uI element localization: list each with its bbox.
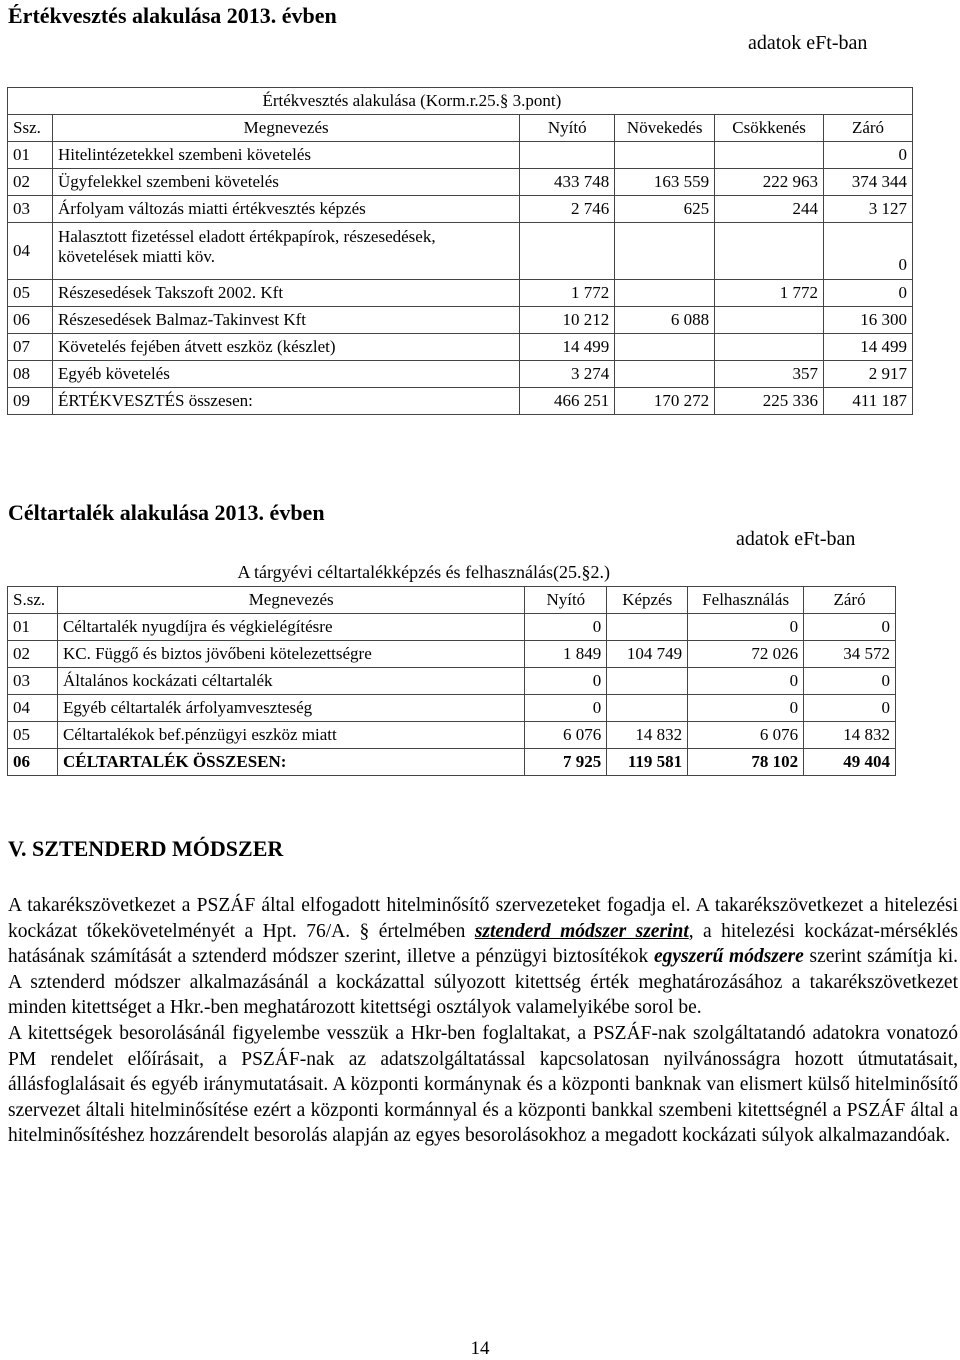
cell-kepzes: 119 581 bbox=[607, 749, 688, 776]
cell-ssz: 02 bbox=[8, 641, 58, 668]
cell-ssz: 07 bbox=[8, 334, 53, 361]
cell-name: Egyéb céltartalék árfolyamveszteség bbox=[57, 695, 524, 722]
table-caption: A tárgyévi céltartalékképzés és felhasználás(25.§2.) bbox=[237, 561, 611, 582]
cell-ssz: 04 bbox=[8, 223, 53, 280]
body-text bbox=[8, 893, 958, 1149]
cell-zaro: 14 499 bbox=[824, 334, 913, 361]
cell-zaro: 16 300 bbox=[824, 307, 913, 334]
cell-felhasznalas: 72 026 bbox=[688, 641, 804, 668]
cell-felhasznalas: 78 102 bbox=[688, 749, 804, 776]
cell-novekedes: 170 272 bbox=[615, 388, 715, 415]
cell-nyito: 10 212 bbox=[520, 307, 615, 334]
cell-zaro: 49 404 bbox=[804, 749, 896, 776]
cell-name: Részesedések Balmaz-Takinvest Kft bbox=[52, 307, 519, 334]
cell-ssz: 03 bbox=[8, 196, 53, 223]
table-header-row bbox=[8, 587, 896, 614]
paragraph-2: A kitettségek besorolásánál figyelembe vesszük a Hkr-ben foglaltakat, a PSZÁF-nak szolgáltatandó adatokra vonatozó PM rendelet előírásait, a PSZÁF-nak az adatszolgáltatással kapcsolatosan nyilvánosságra hozott útmutatásait, állásfoglalásait és egyéb iránymutatásait. A központi kormánynak és a központi banknak van elismert külső hitelminősítő szervezet általi hitelminősítése ezért a központi kormánnyal és a központi bankkal szembeni kitettségnél a PSZÁF által a hitelminősítéshez hozzárendelt besorolás alapján az egyes besorolásokhoz a megadott kockázati súlyok alkalmazandóak. bbox=[8, 1022, 958, 1147]
cell-ssz: 06 bbox=[8, 307, 53, 334]
cell-novekedes: 163 559 bbox=[615, 169, 715, 196]
cell-novekedes: 625 bbox=[615, 196, 715, 223]
table-header-row bbox=[8, 115, 913, 142]
cell-zaro: 14 832 bbox=[804, 722, 896, 749]
cell-name: Céltartalék nyugdíjra és végkielégítésre bbox=[57, 614, 524, 641]
table-row bbox=[8, 695, 896, 722]
cell-nyito: 1 849 bbox=[525, 641, 607, 668]
cell-felhasznalas: 0 bbox=[688, 695, 804, 722]
cell-kepzes bbox=[607, 695, 688, 722]
cell-nyito: 466 251 bbox=[520, 388, 615, 415]
cell-csokkenes: 222 963 bbox=[715, 169, 824, 196]
cell-nyito: 7 925 bbox=[525, 749, 607, 776]
header-nyito: Nyító bbox=[525, 587, 607, 614]
unit-label: adatok eFt-ban bbox=[736, 528, 856, 550]
unit-label: adatok eFt-ban bbox=[748, 32, 868, 54]
cell-ssz: 08 bbox=[8, 361, 53, 388]
cell-name: Hitelintézetekkel szembeni követelés bbox=[52, 142, 519, 169]
cell-csokkenes: 357 bbox=[715, 361, 824, 388]
table-row bbox=[8, 668, 896, 695]
cell-nyito: 3 274 bbox=[520, 361, 615, 388]
cell-novekedes: 6 088 bbox=[615, 307, 715, 334]
ertekvesztes-table bbox=[7, 87, 913, 415]
caption-spacer bbox=[8, 88, 53, 115]
page-number: 14 bbox=[470, 1338, 490, 1359]
header-felhasznalas: Felhasználás bbox=[688, 587, 804, 614]
header-csokkenes: Csökkenés bbox=[715, 115, 824, 142]
cell-name: Céltartalékok bef.pénzügyi eszköz miatt bbox=[57, 722, 524, 749]
cell-zaro: 34 572 bbox=[804, 641, 896, 668]
cell-name: Követelés fejében átvett eszköz (készlet) bbox=[52, 334, 519, 361]
cell-nyito bbox=[520, 142, 615, 169]
cell-name: CÉLTARTALÉK ÖSSZESEN: bbox=[57, 749, 524, 776]
cell-zaro: 0 bbox=[824, 223, 913, 280]
cell-ssz: 03 bbox=[8, 668, 58, 695]
cell-zaro: 0 bbox=[824, 142, 913, 169]
cell-zaro: 0 bbox=[804, 614, 896, 641]
cell-name: Részesedések Takszoft 2002. Kft bbox=[52, 280, 519, 307]
cell-csokkenes bbox=[715, 142, 824, 169]
section-title-celtartalek: Céltartalék alakulása 2013. évben bbox=[8, 500, 325, 525]
cell-csokkenes: 1 772 bbox=[715, 280, 824, 307]
cell-ssz: 05 bbox=[8, 280, 53, 307]
cell-name: KC. Függő és biztos jövőbeni kötelezettségre bbox=[57, 641, 524, 668]
cell-zaro: 2 917 bbox=[824, 361, 913, 388]
text-span: szerint számítja ki. A sztenderd módszer alkalmazásánál a kockázattal súlyozott kitettség érték meghatározásához a takarékszövetkezet minden kitettséget a Hkr.-ben meghatározott kitettségi osztályok valamelyikébe sorol be. bbox=[8, 946, 958, 1019]
table-caption: Értékvesztés alakulása (Korm.r.25.§ 3.pont) bbox=[52, 88, 912, 115]
cell-zaro: 411 187 bbox=[824, 388, 913, 415]
table-row bbox=[8, 307, 913, 334]
table-row bbox=[8, 223, 913, 280]
header-ssz: Ssz. bbox=[8, 115, 53, 142]
cell-novekedes bbox=[615, 280, 715, 307]
cell-nyito bbox=[520, 223, 615, 280]
cell-novekedes bbox=[615, 223, 715, 280]
header-zaro: Záró bbox=[804, 587, 896, 614]
cell-novekedes bbox=[615, 334, 715, 361]
header-megnevezes: Megnevezés bbox=[52, 115, 519, 142]
header-kepzes: Képzés bbox=[607, 587, 688, 614]
cell-nyito: 1 772 bbox=[520, 280, 615, 307]
cell-ssz: 04 bbox=[8, 695, 58, 722]
cell-novekedes bbox=[615, 142, 715, 169]
cell-zaro: 0 bbox=[804, 695, 896, 722]
header-zaro: Záró bbox=[824, 115, 913, 142]
cell-csokkenes: 244 bbox=[715, 196, 824, 223]
cell-ssz: 05 bbox=[8, 722, 58, 749]
header-novekedes: Növekedés bbox=[615, 115, 715, 142]
table-row bbox=[8, 280, 913, 307]
cell-nyito: 0 bbox=[525, 614, 607, 641]
cell-kepzes: 104 749 bbox=[607, 641, 688, 668]
cell-kepzes bbox=[607, 668, 688, 695]
cell-nyito: 6 076 bbox=[525, 722, 607, 749]
table-row bbox=[8, 361, 913, 388]
cell-name: Egyéb követelés bbox=[52, 361, 519, 388]
cell-ssz: 02 bbox=[8, 169, 53, 196]
table-total-row bbox=[8, 749, 896, 776]
cell-nyito: 2 746 bbox=[520, 196, 615, 223]
text-span: A takarékszövetkezet a PSZÁF által elfogadott hitelminősítő szervezeteket fogadja el. A takarékszövetkezet a hitelezési kockázat tőkekövetelményét a Hpt. 76/A. § értelmében bbox=[8, 895, 958, 942]
text-span: , a hitelezési kockázat-mérséklés hatásának számítását a sztenderd módszer szerint, illetve a pénzügyi biztosítékok bbox=[8, 920, 958, 968]
cell-kepzes bbox=[607, 614, 688, 641]
table-row bbox=[8, 169, 913, 196]
cell-csokkenes bbox=[715, 223, 824, 280]
cell-nyito: 433 748 bbox=[520, 169, 615, 196]
cell-nyito: 0 bbox=[525, 695, 607, 722]
table-total-row bbox=[8, 388, 913, 415]
cell-zaro: 0 bbox=[824, 280, 913, 307]
cell-nyito: 0 bbox=[525, 668, 607, 695]
cell-name: ÉRTÉKVESZTÉS összesen: bbox=[52, 388, 519, 415]
table-row bbox=[8, 614, 896, 641]
table-row bbox=[8, 334, 913, 361]
cell-ssz: 01 bbox=[8, 142, 53, 169]
cell-csokkenes: 225 336 bbox=[715, 388, 824, 415]
emphasis-egyszeru: egyszerű módszere bbox=[653, 946, 804, 968]
section-title-ertekvesztes: Értékvesztés alakulása 2013. évben bbox=[8, 3, 337, 28]
cell-ssz: 09 bbox=[8, 388, 53, 415]
cell-zaro: 374 344 bbox=[824, 169, 913, 196]
cell-csokkenes bbox=[715, 334, 824, 361]
cell-zaro: 0 bbox=[804, 668, 896, 695]
celtartalek-table bbox=[7, 558, 896, 776]
cell-name: Általános kockázati céltartalék bbox=[57, 668, 524, 695]
header-megnevezes: Megnevezés bbox=[57, 587, 524, 614]
emphasis-sztenderd: sztenderd módszer szerint bbox=[474, 920, 689, 942]
cell-csokkenes bbox=[715, 307, 824, 334]
cell-name: Ügyfelekkel szembeni követelés bbox=[52, 169, 519, 196]
table-row bbox=[8, 142, 913, 169]
table-row bbox=[8, 722, 896, 749]
cell-ssz: 06 bbox=[8, 749, 58, 776]
cell-nyito: 14 499 bbox=[520, 334, 615, 361]
cell-felhasznalas: 0 bbox=[688, 614, 804, 641]
paragraph-1 bbox=[8, 893, 958, 1021]
table-row bbox=[8, 196, 913, 223]
header-nyito: Nyító bbox=[520, 115, 615, 142]
header-ssz: S.sz. bbox=[8, 587, 58, 614]
table-row bbox=[8, 641, 896, 668]
cell-name: Árfolyam változás miatti értékvesztés képzés bbox=[52, 196, 519, 223]
cell-felhasznalas: 6 076 bbox=[688, 722, 804, 749]
section-title-sztenderd: V. SZTENDERD MÓDSZER bbox=[8, 836, 284, 861]
cell-kepzes: 14 832 bbox=[607, 722, 688, 749]
cell-ssz: 01 bbox=[8, 614, 58, 641]
cell-felhasznalas: 0 bbox=[688, 668, 804, 695]
cell-zaro: 3 127 bbox=[824, 196, 913, 223]
cell-name: Halasztott fizetéssel eladott értékpapírok, részesedések, követelések miatti köv. bbox=[52, 223, 519, 280]
cell-novekedes bbox=[615, 361, 715, 388]
